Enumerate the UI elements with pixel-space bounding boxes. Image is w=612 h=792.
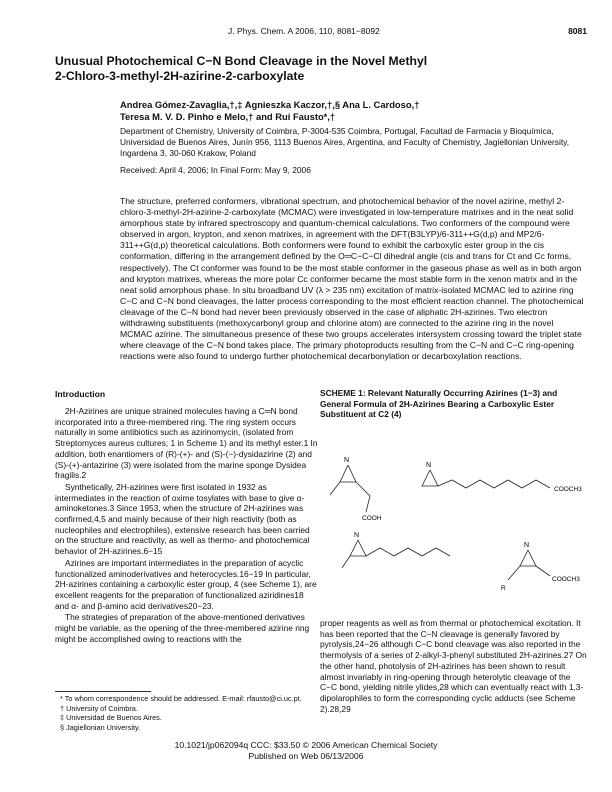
abstract: The structure, preferred conformers, vibrational spectrum, and photochemical behavior of the novel azirine, methyl 2-chloro-3-methyl-2H-azirine-2-carboxylate (MCMAC) were investigated in low-temperature matrixes and in the neat solid amorphous state by infrared spectroscopy and quantum-chemical calculations. Two conformers of the compound were observed in argon, krypton, and xenon matrixes, in agreement with the DFT(B3LYP)/6-311++G(d,p) and MP2/6-311++G(d,p) theoretical calculations. Both conformers were found to exhibit the carboxylic ester group in the cis conformation, differing in the arrangement defined by the O═C−C−Cl dihedral angle (cis and trans for Ct and Cc forms, respectively). The Ct conformer was found to be the most stable conformer in the gaseous phase as well as in both argon and krypton matrixes, whereas the more polar Cc conformer became the most stable form in the xenon matrix and in the neat solid amorphous phase. In situ broadband UV (λ > 235 nm) excitation of matrix-isolated MCMAC led to azirine ring C−C and C−N bond cleavages, the latter process corresponding to the most efficient reaction channel. The photochemical cleavage of the C−N bond had never been previously observed in the case of aliphatic 2H-azirines. Two electron withdrawing substituents (methoxycarbonyl group and chlorine atom) are connected to the azirine ring in the novel MCMAC azirine. The simultaneous presence of these two groups accelerates intersystem crossing toward the triplet state where cleavage of the C−N bond takes place. The primary photoproducts resulting from the C−N and C−C ring-opening reactions were also found to undergo further photochemical decarbonylation or decarboxylation reactions. bbox=[120, 196, 584, 362]
label-n3: N bbox=[354, 532, 360, 539]
structure-4 bbox=[508, 550, 550, 580]
title-line-2: 2-Chloro-3-methyl-2H-azirine-2-carboxylate bbox=[55, 69, 305, 83]
intro-paragraph: Synthetically, 2H-azirines were first isolated in 1932 as intermediates in the reaction of oxime tosylates with base to give α-aminoketones.3 Since 1953, when the structure of 2H-azirines was confirmed,4,5 and mainly because of their high reactivity (both as nucleophiles and electrophiles), extensive research has been carried on the structure and reactivity, as well as thermo- and photochemical behavior of 2H-azirines.6−15 bbox=[55, 481, 310, 557]
label-r: R bbox=[501, 585, 506, 592]
footnotes bbox=[60, 694, 320, 732]
intro-paragraph: 2H-Azirines are unique strained molecules having a C═N bond incorporated into a three-membered ring. The ring system occurs naturally in some antibiotics such as azirinomycin, (isolated from Streptomyces aureus cultures; 1 in Scheme 1) and its methyl ester.1 In addition, both enantiomers of (R)-(+)- and (S)-(−)-dysidazirine (2) and (S)-(+)-antazirine (3) were isolated from the marine sponge Dysidea fragilis.2 bbox=[55, 406, 318, 481]
intro-paragraph: The strategies of preparation of the above-mentioned derivatives might be variable, as the opening of the three-membered azirine ring might be accomplished owing to reactions with the bbox=[55, 612, 310, 644]
journal-reference: J. Phys. Chem. A 2006, 110, 8081−8092 bbox=[228, 26, 380, 36]
doi-footer bbox=[0, 740, 612, 761]
footnote-rule bbox=[55, 691, 151, 692]
footnote-affil-2: ‡ Universidad de Buenos Aires. bbox=[60, 713, 162, 723]
authors-line-2: Teresa M. V. D. Pinho e Melo,† and Rui Fausto*,† bbox=[120, 111, 336, 122]
footnote-affil-3: § Jagiellonian University. bbox=[60, 722, 141, 732]
structure-3 bbox=[342, 540, 450, 568]
right-column bbox=[320, 618, 588, 715]
authors-line-1: Andrea Gómez-Zavaglia,†,‡ Agnieszka Kaczor,†,§ Ana L. Cardoso,† bbox=[120, 99, 420, 110]
footnote-affil-1: † University of Coimbra. bbox=[60, 703, 138, 713]
intro-paragraph: Azirines are important intermediates in the preparation of acyclic functionalized aminoderivatives and heterocycles.16−19 In particular, 2H-azirines containing a carboxylic ester group, 4 (see Scheme 1), are excellent reagents for the preparation of functionalized aziridines18 and α- and β-amino acid derivatives20−23. bbox=[55, 557, 317, 611]
structure-1 bbox=[330, 465, 370, 512]
body-paragraph: proper reagents as well as from thermal or photochemical excitation. It has been reported that the C−N cleavage is generally favored by pyrolysis,24−26 although C−C bond cleavage was also reported in the thermolysis of a series of 2-alkyl-3-phenyl substituted 2H-azirines.27 On the other hand, photolysis of 2H-azirines has been shown to result almost invariably in ring-opening through heterolytic cleavage of the C−C bond, yielding nitrile ylides,28 which can eventually react with 1,3-dipolarophiles to form the corresponding cyclic adducts (see Scheme 2).28,29 bbox=[320, 618, 587, 714]
publication-date: Published on Web 06/13/2006 bbox=[248, 750, 364, 761]
affiliations: Department of Chemistry, University of Coimbra, P-3004-535 Coimbra, Portugal, Facultad de Farmacia y Bioquímica, Universidad de Buenos Aires, Junín 956, 1113 Buenos Aires, Argentina, and Faculty of Chemistry, Jagiellonian University, Ingardena 3, 30-060 Krakow, Poland bbox=[120, 126, 570, 158]
label-n4: N bbox=[524, 542, 530, 549]
structure-2 bbox=[422, 470, 550, 488]
received-dates: Received: April 4, 2006; In Final Form: May 9, 2006 bbox=[120, 165, 311, 175]
doi-copyright: 10.1021/jp062094q CCC: $33.50 © 2006 American Chemical Society bbox=[174, 740, 438, 750]
scheme-caption: SCHEME 1: Relevant Naturally Occurring Azirines (1−3) and General Formula of 2H-Azirines Bearing a Carboxylic Ester Substituent at C2 (4) bbox=[320, 388, 558, 420]
section-heading-introduction: Introduction bbox=[55, 389, 106, 399]
label-cooch3: COOCH3 bbox=[554, 486, 582, 493]
title-line-1: Unusual Photochemical C−N Bond Cleavage in the Novel Methyl bbox=[55, 54, 428, 68]
article-title bbox=[55, 54, 555, 84]
label-cooch3-b: COOCH3 bbox=[552, 576, 580, 583]
running-head bbox=[0, 26, 612, 38]
author-list bbox=[120, 99, 580, 123]
footnote-correspondence: * To whom correspondence should be addressed. E-mail: rfausto@ci.uc.pt. bbox=[60, 694, 302, 703]
label-n1: N bbox=[344, 457, 350, 464]
label-cooh: COOH bbox=[362, 515, 382, 522]
label-n2: N bbox=[426, 462, 432, 469]
page-number: 8081 bbox=[568, 26, 587, 36]
left-column bbox=[55, 406, 319, 645]
scheme-structures bbox=[318, 440, 598, 615]
